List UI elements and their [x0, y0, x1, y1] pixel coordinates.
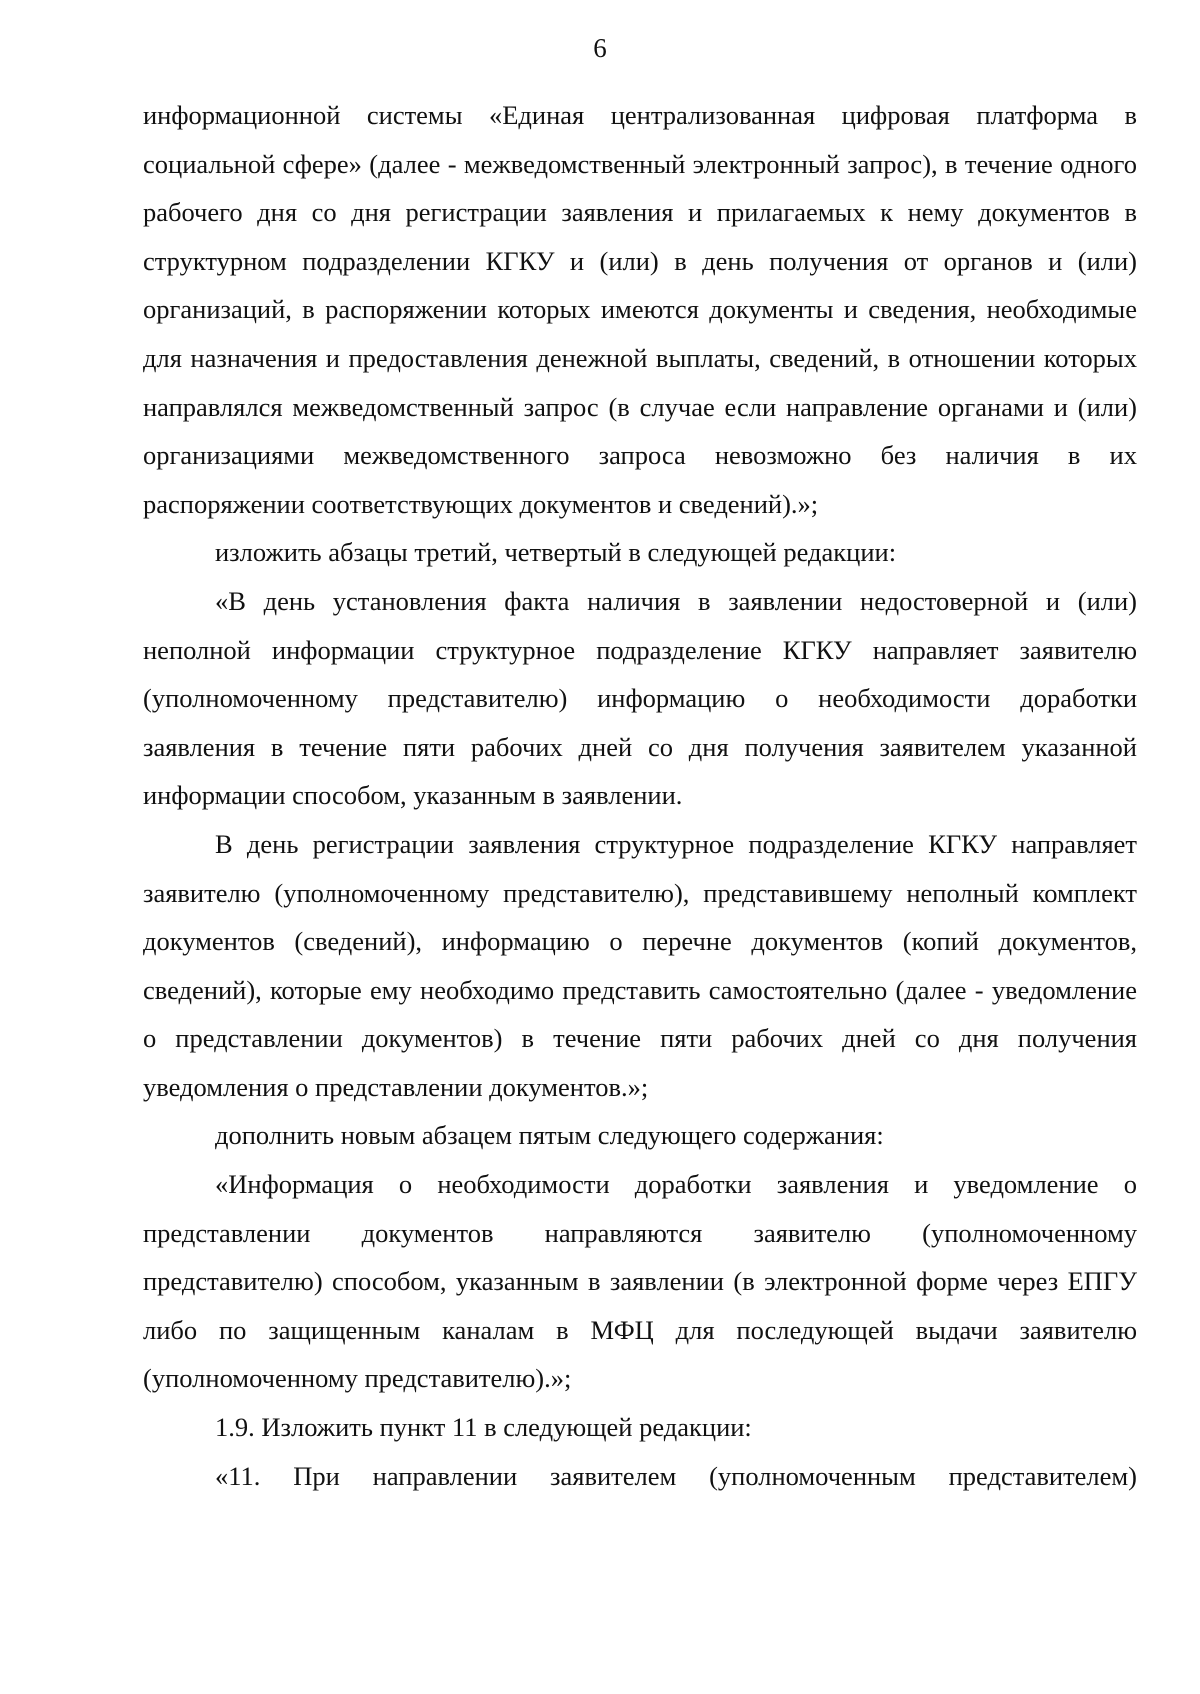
paragraph-clause-heading: 1.9. Изложить пункт 11 в следующей редакции: [215, 1412, 752, 1443]
paragraph-quoted-text: «В день установления факта наличия в заявлении недостоверной и (или) неполной информации структурное подразделение КГКУ направляет заявителю (уполномоченному представителю) информацию о необходимости доработки заявления в течение пяти рабочих дней со дня получения заявителем указанной информации способом, указанным в заявлении. [143, 585, 1137, 811]
paragraph-amendment-instruction: изложить абзацы третий, четвертый в следующей редакции: [215, 537, 897, 568]
document-body [143, 91, 1137, 1500]
paragraph-amendment-instruction: дополнить новым абзацем пятым следующего содержания: [215, 1120, 884, 1151]
paragraph-continuation: информационной системы «Единая централизованная цифровая платформа в социальной сфере» (далее - межведомственный электронный запрос), в течение одного рабочего дня со дня регистрации заявления и прилагаемых к нему документов в структурном подразделении КГКУ и (или) в день получения от органов и (или) организаций, в распоряжении которых имеются документы и сведения, необходимые для назначения и предоставления денежной выплаты, сведений, в отношении которых направлялся межведомственный запрос (в случае если направление органами и (или) организациями межведомственного запроса невозможно без наличия в их распоряжении соответствующих документов и сведений).»; [143, 100, 1137, 519]
page-number: 6 [593, 33, 607, 63]
paragraph-quoted-text: В день регистрации заявления структурное подразделение КГКУ направляет заявителю (уполномоченному представителю), представившему неполный комплект документов (сведений), информацию о перечне документов (копий документов, сведений), которые ему необходимо представить самостоятельно (далее - уведомление о представлении документов) в течение пяти рабочих дней со дня получения уведомления о представлении документов.»; [143, 828, 1137, 1102]
paragraph-quoted-text: «11. При направлении заявителем (уполномоченным представителем) [215, 1460, 1137, 1491]
paragraph-quoted-text: «Информация о необходимости доработки заявления и уведомление о представлении документов направляются заявителю (уполномоченному представителю) способом, указанным в заявлении (в электронной форме через ЕПГУ либо по защищенным каналам в МФЦ для последующей выдачи заявителю (уполномоченному представителю).»; [143, 1169, 1137, 1394]
